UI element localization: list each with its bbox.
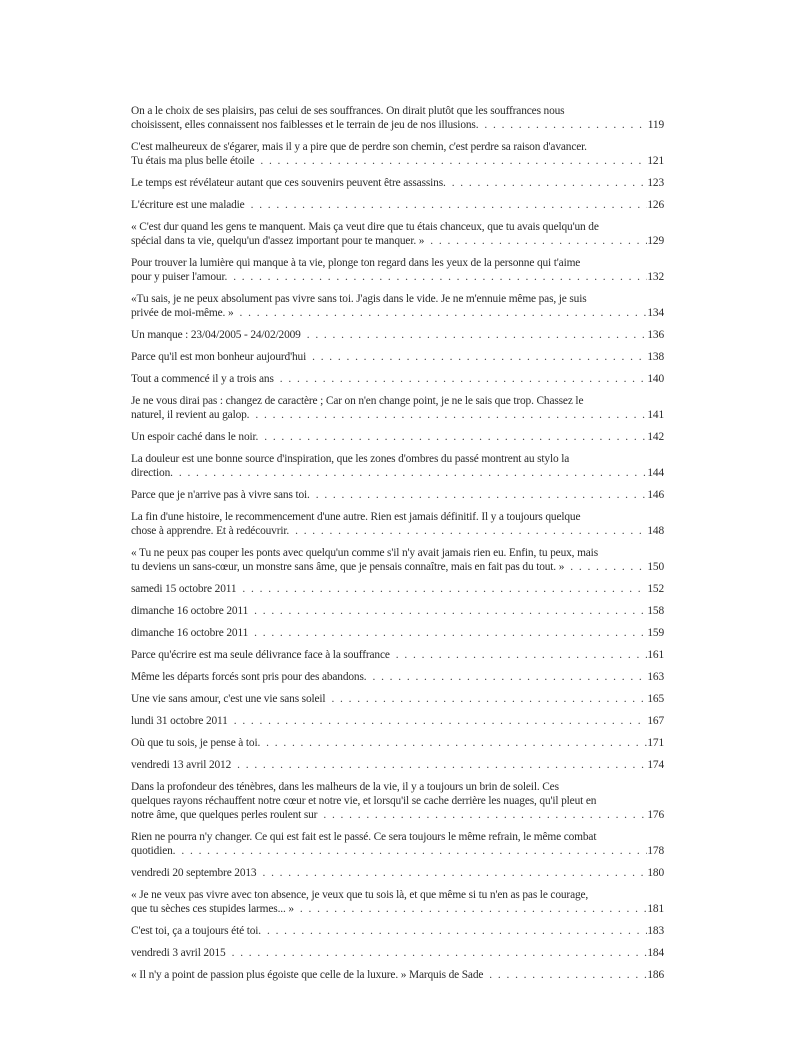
table-of-contents xyxy=(131,104,664,990)
toc-entry-last-line xyxy=(131,154,664,168)
dot-leader xyxy=(306,350,647,364)
toc-entry-last-line xyxy=(131,844,664,858)
toc-entry-title-line: tu deviens un sans-cœur, un monstre sans âme, que je pensais connaître, mais en fait pas du tout. » xyxy=(131,561,565,573)
toc-entry[interactable] xyxy=(131,140,664,168)
toc-entry-last-line xyxy=(131,560,664,574)
toc-entry-last-line xyxy=(131,234,664,248)
dot-leader xyxy=(234,306,648,320)
toc-entry-title-line: vendredi 3 avril 2015 xyxy=(131,947,226,959)
toc-entry[interactable] xyxy=(131,394,664,422)
toc-entry-title-line: spécial dans ta vie, quelqu'un d'assez important pour te manquer. » xyxy=(131,235,425,247)
dot-leader xyxy=(175,844,647,858)
toc-entry-last-line xyxy=(131,626,664,640)
toc-entry-last-line xyxy=(131,648,664,662)
toc-entry-title-line: « Tu ne peux pas couper les ponts avec quelqu'un comme s'il n'y avait jamais rien eu. Enfin, tu peux, mais xyxy=(131,547,598,559)
dot-leader xyxy=(261,924,647,938)
toc-entry-page-number: 148 xyxy=(647,525,664,537)
toc-entry-title-line: vendredi 13 avril 2012 xyxy=(131,759,232,771)
toc-entry[interactable] xyxy=(131,488,664,502)
toc-entry-last-line xyxy=(131,430,664,444)
toc-entry-title-line: Le temps est révélateur autant que ces souvenirs peuvent être assassins. xyxy=(131,177,446,189)
toc-entry[interactable] xyxy=(131,176,664,190)
toc-entry[interactable] xyxy=(131,648,664,662)
dot-leader xyxy=(248,626,647,640)
toc-entry[interactable] xyxy=(131,582,664,596)
toc-entry-title-line: quotidien. xyxy=(131,845,176,857)
toc-entry-page-number: 121 xyxy=(647,155,664,167)
toc-entry-last-line xyxy=(131,968,664,982)
toc-entry-page-number: 183 xyxy=(647,925,664,937)
toc-entry-page-number: 174 xyxy=(647,759,664,771)
toc-entry-page-number: 186 xyxy=(647,969,664,981)
toc-entry[interactable] xyxy=(131,830,664,858)
toc-entry-title-line: La douleur est une bonne source d'inspiration, que les zones d'ombres du passé montrent au stylo la xyxy=(131,453,570,465)
toc-entry-page-number: 136 xyxy=(647,329,664,341)
toc-entry[interactable] xyxy=(131,758,664,772)
toc-entry[interactable] xyxy=(131,968,664,982)
toc-entry-last-line xyxy=(131,736,664,750)
toc-entry-title-line: On a le choix de ses plaisirs, pas celui de ses souffrances. On dirait plutôt que les souffrances nous xyxy=(131,105,565,117)
dot-leader xyxy=(390,648,648,662)
toc-entry-page-number: 150 xyxy=(647,561,664,573)
toc-entry-last-line xyxy=(131,670,664,684)
toc-entry-title-line: privée de moi-même. » xyxy=(131,307,234,319)
toc-entry-page-number: 141 xyxy=(647,409,664,421)
toc-entry-title-line: «Tu sais, je ne peux absolument pas vivre sans toi. J'agis dans le vide. Je ne m'ennuie même pas, je suis xyxy=(131,293,587,305)
toc-entry-page-number: 178 xyxy=(647,845,664,857)
dot-leader xyxy=(258,430,647,444)
toc-entry-title-line: Rien ne pourra n'y changer. Ce qui est fait est le passé. Ce sera toujours le même refrain, le même combat xyxy=(131,831,597,843)
dot-leader xyxy=(254,154,647,168)
toc-entry[interactable] xyxy=(131,946,664,960)
toc-entry-title-line: direction. xyxy=(131,467,173,479)
toc-entry-title-line: pour y puiser l'amour. xyxy=(131,271,228,283)
toc-entry-last-line xyxy=(131,692,664,706)
dot-leader xyxy=(228,714,648,728)
toc-entry[interactable] xyxy=(131,220,664,248)
toc-entry-page-number: 134 xyxy=(647,307,664,319)
toc-entry-title-line: Tout a commencé il y a trois ans xyxy=(131,373,274,385)
toc-entry-page-number: 180 xyxy=(647,867,664,879)
toc-entry[interactable] xyxy=(131,626,664,640)
toc-entry-title-line: L'écriture est une maladie xyxy=(131,199,245,211)
dot-leader xyxy=(310,488,648,502)
toc-entry-page-number: 129 xyxy=(647,235,664,247)
toc-entry-last-line xyxy=(131,270,664,284)
toc-entry-title-line: naturel, il revient au galop. xyxy=(131,409,250,421)
toc-entry-page-number: 163 xyxy=(647,671,664,683)
dot-leader xyxy=(249,408,647,422)
dot-leader xyxy=(256,866,647,880)
toc-entry[interactable] xyxy=(131,604,664,618)
toc-entry[interactable] xyxy=(131,292,664,320)
toc-entry-title-line: chose à apprendre. Et à redécouvrir. xyxy=(131,525,290,537)
toc-entry-title-line: Parce qu'il est mon bonheur aujourd'hui xyxy=(131,351,307,363)
toc-entry[interactable] xyxy=(131,736,664,750)
toc-entry-last-line xyxy=(131,372,664,386)
toc-entry-page-number: 181 xyxy=(647,903,664,915)
toc-entry[interactable] xyxy=(131,350,664,364)
toc-entry-title-line: choisissent, elles connaissent nos faiblesses et le terrain de jeu de nos illusions. xyxy=(131,119,479,131)
toc-entry-title-line: samedi 15 octobre 2011 xyxy=(131,583,237,595)
toc-entry-last-line xyxy=(131,176,664,190)
toc-entry-page-number: 123 xyxy=(647,177,664,189)
toc-entry-title-line: « C'est dur quand les gens te manquent. Mais ça veut dire que tu étais chanceux, que tu avais quelqu'un de xyxy=(131,221,599,233)
toc-entry-title-line: C'est malheureux de s'égarer, mais il y a pire que de perdre son chemin, c'est perdre sa raison d'avancer. xyxy=(131,141,587,153)
toc-entry-page-number: 152 xyxy=(647,583,664,595)
dot-leader xyxy=(245,198,648,212)
toc-entry-title-line: Dans la profondeur des ténèbres, dans les malheurs de la vie, il y a toujours un brin de soleil. Ces xyxy=(131,781,559,793)
toc-entry-title-line: Parce que je n'arrive pas à vivre sans toi. xyxy=(131,489,310,501)
toc-entry[interactable] xyxy=(131,546,664,574)
toc-entry-last-line xyxy=(131,466,664,480)
toc-entry-last-line xyxy=(131,408,664,422)
dot-leader xyxy=(366,670,647,684)
toc-entry-last-line xyxy=(131,808,664,822)
toc-entry-title-line: Parce qu'écrire est ma seule délivrance face à la souffrance xyxy=(131,649,390,661)
dot-leader xyxy=(226,946,648,960)
toc-entry-title-line: notre âme, que quelques perles roulent sur xyxy=(131,809,318,821)
dot-leader xyxy=(317,808,647,822)
toc-entry-last-line xyxy=(131,714,664,728)
toc-entry-title-line: Même les départs forcés sont pris pour des abandons. xyxy=(131,671,367,683)
toc-entry-title-line: Une vie sans amour, c'est une vie sans soleil xyxy=(131,693,326,705)
toc-entry-last-line xyxy=(131,582,664,596)
toc-entry-title-line: lundi 31 octobre 2011 xyxy=(131,715,228,727)
toc-entry-title-line: C'est toi, ça a toujours été toi. xyxy=(131,925,261,937)
dot-leader xyxy=(294,902,647,916)
toc-entry[interactable] xyxy=(131,256,664,284)
toc-entry-page-number: 140 xyxy=(647,373,664,385)
toc-entry-title-line: dimanche 16 octobre 2011 xyxy=(131,627,249,639)
toc-entry-last-line xyxy=(131,524,664,538)
dot-leader xyxy=(274,372,648,386)
toc-entry-last-line xyxy=(131,306,664,320)
toc-entry[interactable] xyxy=(131,888,664,916)
dot-leader xyxy=(446,176,648,190)
toc-entry-page-number: 138 xyxy=(647,351,664,363)
toc-entry-title-line: Tu étais ma plus belle étoile xyxy=(131,155,255,167)
toc-entry-title-line: Un espoir caché dans le noir. xyxy=(131,431,259,443)
toc-entry[interactable] xyxy=(131,866,664,880)
toc-entry-last-line xyxy=(131,198,664,212)
toc-entry-last-line xyxy=(131,902,664,916)
toc-entry-title-line: « Je ne veux pas vivre avec ton absence, je veux que tu sois là, et que même si tu n'en as pas le courage, xyxy=(131,889,589,901)
toc-entry-title-line: Où que tu sois, je pense à toi. xyxy=(131,737,261,749)
toc-entry[interactable] xyxy=(131,670,664,684)
dot-leader xyxy=(301,328,648,342)
toc-entry-last-line xyxy=(131,350,664,364)
toc-entry-title-line: que tu sèches ces stupides larmes... » xyxy=(131,903,294,915)
toc-entry-last-line xyxy=(131,118,664,132)
toc-entry[interactable] xyxy=(131,372,664,386)
toc-entry[interactable] xyxy=(131,104,664,132)
toc-entry-title-line: vendredi 20 septembre 2013 xyxy=(131,867,257,879)
toc-entry-title-line: « Il n'y a point de passion plus égoiste que celle de la luxure. » Marquis de Sade xyxy=(131,969,484,981)
toc-entry[interactable] xyxy=(131,198,664,212)
dot-leader xyxy=(227,270,647,284)
toc-entry-title-line: Pour trouver la lumière qui manque à ta vie, plonge ton regard dans les yeux de la personne qui t'aime xyxy=(131,257,581,269)
toc-entry[interactable] xyxy=(131,692,664,706)
toc-entry-title-line: dimanche 16 octobre 2011 xyxy=(131,605,249,617)
toc-entry[interactable] xyxy=(131,430,664,444)
toc-entry-page-number: 159 xyxy=(647,627,664,639)
toc-entry-last-line xyxy=(131,758,664,772)
dot-leader xyxy=(564,560,647,574)
toc-entry-page-number: 171 xyxy=(647,737,664,749)
dot-leader xyxy=(173,466,648,480)
toc-entry-page-number: 165 xyxy=(647,693,664,705)
toc-entry-page-number: 146 xyxy=(647,489,664,501)
toc-entry-page-number: 126 xyxy=(647,199,664,211)
toc-entry-page-number: 144 xyxy=(647,467,664,479)
toc-entry-page-number: 161 xyxy=(647,649,664,661)
toc-entry-page-number: 142 xyxy=(647,431,664,443)
toc-entry[interactable] xyxy=(131,714,664,728)
dot-leader xyxy=(248,604,647,618)
dot-leader xyxy=(483,968,647,982)
dot-leader xyxy=(424,234,647,248)
toc-entry-title-line: Un manque : 23/04/2005 - 24/02/2009 xyxy=(131,329,301,341)
dot-leader xyxy=(325,692,647,706)
toc-entry[interactable] xyxy=(131,924,664,938)
toc-entry-last-line xyxy=(131,946,664,960)
toc-entry-title-line: quelques rayons réchauffent notre cœur et notre vie, et lorsqu'il se cache derrière les nuages, qu'il pleut en xyxy=(131,795,597,807)
toc-entry-last-line xyxy=(131,328,664,342)
toc-entry[interactable] xyxy=(131,510,664,538)
toc-entry-last-line xyxy=(131,924,664,938)
dot-leader xyxy=(289,524,647,538)
toc-entry-title-line: Je ne vous dirai pas : changez de caractère ; Car on n'en change point, je ne le sais que trop. Chassez le xyxy=(131,395,584,407)
toc-entry[interactable] xyxy=(131,452,664,480)
toc-entry-page-number: 119 xyxy=(647,119,664,131)
dot-leader xyxy=(231,758,647,772)
toc-entry-last-line xyxy=(131,866,664,880)
dot-leader xyxy=(236,582,647,596)
toc-entry-title-line: La fin d'une histoire, le recommencement d'une autre. Rien est jamais définitif. Il y a toujours quelque xyxy=(131,511,581,523)
toc-entry-page-number: 132 xyxy=(647,271,664,283)
toc-entry-page-number: 167 xyxy=(647,715,664,727)
toc-entry-page-number: 176 xyxy=(647,809,664,821)
toc-entry[interactable] xyxy=(131,780,664,822)
toc-entry-last-line xyxy=(131,488,664,502)
toc-entry[interactable] xyxy=(131,328,664,342)
dot-leader xyxy=(478,118,647,132)
toc-entry-page-number: 184 xyxy=(647,947,664,959)
toc-entry-last-line xyxy=(131,604,664,618)
dot-leader xyxy=(260,736,647,750)
toc-entry-page-number: 158 xyxy=(647,605,664,617)
